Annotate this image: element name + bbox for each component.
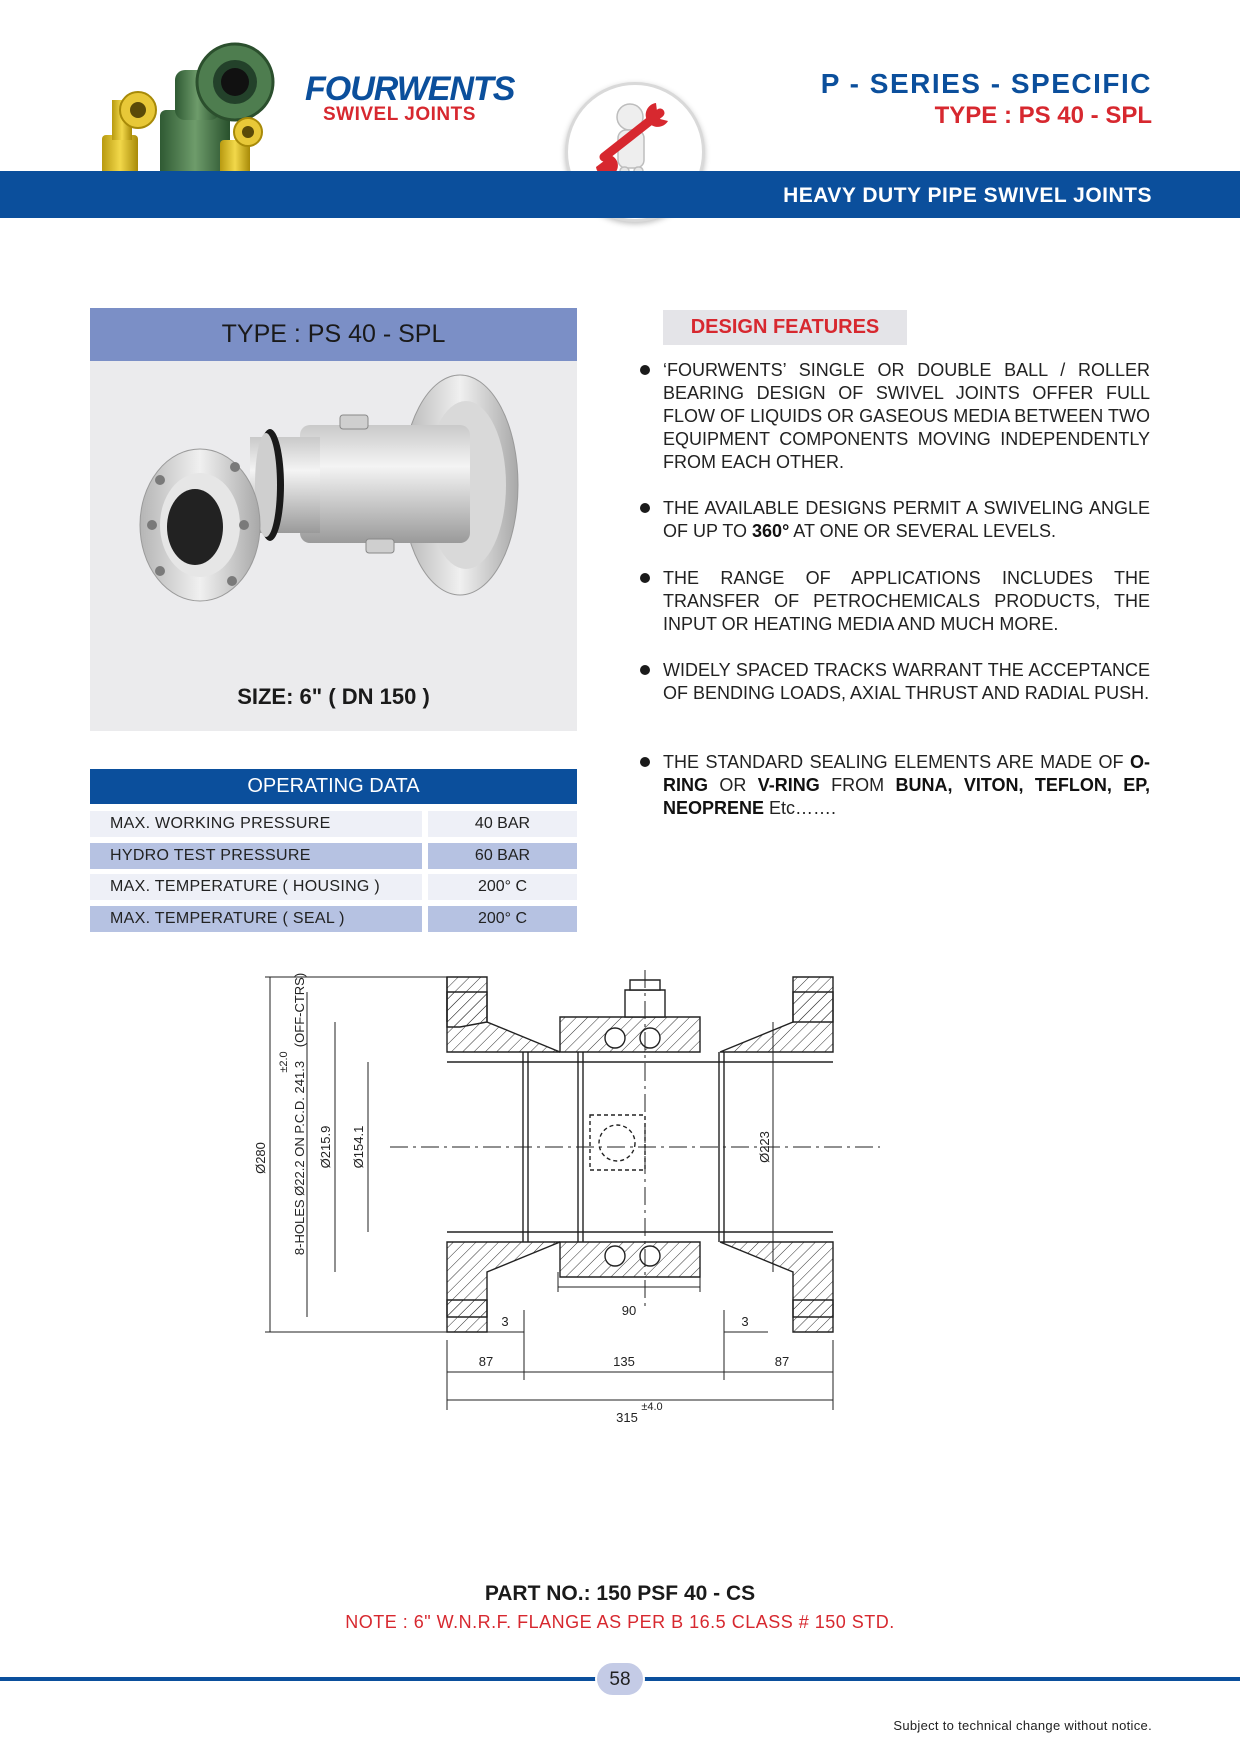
dim-d280: Ø280 <box>253 1142 268 1174</box>
row-label: MAX. TEMPERATURE ( HOUSING ) <box>90 874 422 900</box>
feature-text: THE AVAILABLE DESIGNS PERMIT A SWIVELING ANGLE OF UP TO 360° AT ONE OR SEVERAL LEVELS. <box>663 498 1150 541</box>
dim-d215: Ø215.9 <box>318 1125 333 1169</box>
dim-135: 135 <box>613 1354 635 1369</box>
table-row <box>90 906 577 932</box>
flange-note: NOTE : 6" W.N.R.F. FLANGE AS PER B 16.5 CLASS # 150 STD. <box>345 1612 895 1632</box>
dim-90: 90 <box>621 1303 637 1318</box>
dim-d223: Ø223 <box>757 1131 772 1163</box>
swivel-joint-photo <box>140 375 540 605</box>
row-value: 40 BAR <box>428 811 577 837</box>
bullet-icon <box>640 665 650 675</box>
feature-item <box>640 751 1150 820</box>
table-row <box>90 843 577 869</box>
dim-d154: Ø154.1 <box>351 1125 366 1169</box>
dim-87-left: 87 <box>478 1354 494 1369</box>
disclaimer: Subject to technical change without notice. <box>893 1718 1152 1733</box>
dim-holes-tol: ±2.0 <box>278 1051 290 1073</box>
brand-name: FOURWENTS <box>305 70 515 108</box>
table-row <box>90 811 577 837</box>
feature-item <box>640 567 1150 636</box>
page-number: 58 <box>595 1661 645 1697</box>
dim-3-right: 3 <box>741 1314 749 1329</box>
series-title: P - SERIES - SPECIFIC <box>820 68 1152 99</box>
brand-subtitle: SWIVEL JOINTS <box>323 104 476 125</box>
feature-item <box>640 359 1150 474</box>
table-row <box>90 874 577 900</box>
feature-text: WIDELY SPACED TRACKS WARRANT THE ACCEPTANCE OF BENDING LOADS, AXIAL THRUST AND RADIAL PUSH. <box>663 660 1150 703</box>
dim-off-ctrs: (OFF-CTRS) <box>292 972 307 1048</box>
bullet-icon <box>640 365 650 375</box>
dim-315: 315 <box>616 1410 638 1425</box>
header-band-text: HEAVY DUTY PIPE SWIVEL JOINTS <box>783 184 1152 207</box>
product-size: SIZE: 6" ( DN 150 ) <box>237 684 430 709</box>
product-title: TYPE : PS 40 - SPL <box>90 308 577 361</box>
row-value: 200° C <box>428 874 577 900</box>
series-type: TYPE : PS 40 - SPL <box>934 102 1152 129</box>
design-features-title: DESIGN FEATURES <box>663 310 907 345</box>
row-value: 200° C <box>428 906 577 932</box>
row-value: 60 BAR <box>428 843 577 869</box>
feature-text: THE RANGE OF APPLICATIONS INCLUDES THE TRANSFER OF PETROCHEMICALS PRODUCTS, THE INPUT OR HEATING MEDIA AND MUCH MORE. <box>663 568 1150 634</box>
feature-item <box>640 659 1150 705</box>
part-number: PART NO.: 150 PSF 40 - CS <box>484 1582 756 1605</box>
feature-item <box>640 497 1150 543</box>
bullet-icon <box>640 503 650 513</box>
feature-text: ‘FOURWENTS’ SINGLE OR DOUBLE BALL / ROLLER BEARING DESIGN OF SWIVEL JOINTS OFFER FULL FLOW OF LIQUIDS OR GASEOUS MEDIA BETWEEN TWO EQUIPMENT COMPONENTS MOVING INDEPENDENTLY FROM EACH OTHER. <box>663 360 1150 472</box>
bullet-icon <box>640 757 650 767</box>
technical-drawing <box>253 960 980 1550</box>
row-label: HYDRO TEST PRESSURE <box>90 843 422 869</box>
row-label: MAX. TEMPERATURE ( SEAL ) <box>90 906 422 932</box>
dim-315-tol: ±4.0 <box>641 1401 663 1413</box>
bullet-icon <box>640 573 650 583</box>
dim-holes: 8-HOLES Ø22.2 ON P.C.D. 241.3 <box>292 1060 307 1256</box>
feature-text: THE STANDARD SEALING ELEMENTS ARE MADE OF O-RING OR V-RING FROM BUNA, VITON, TEFLON, EP, NEOPRENE Etc……. <box>663 752 1150 818</box>
dim-87-right: 87 <box>774 1354 790 1369</box>
dim-3-left: 3 <box>501 1314 509 1329</box>
operating-data-title: OPERATING DATA <box>90 769 577 804</box>
row-label: MAX. WORKING PRESSURE <box>90 811 422 837</box>
